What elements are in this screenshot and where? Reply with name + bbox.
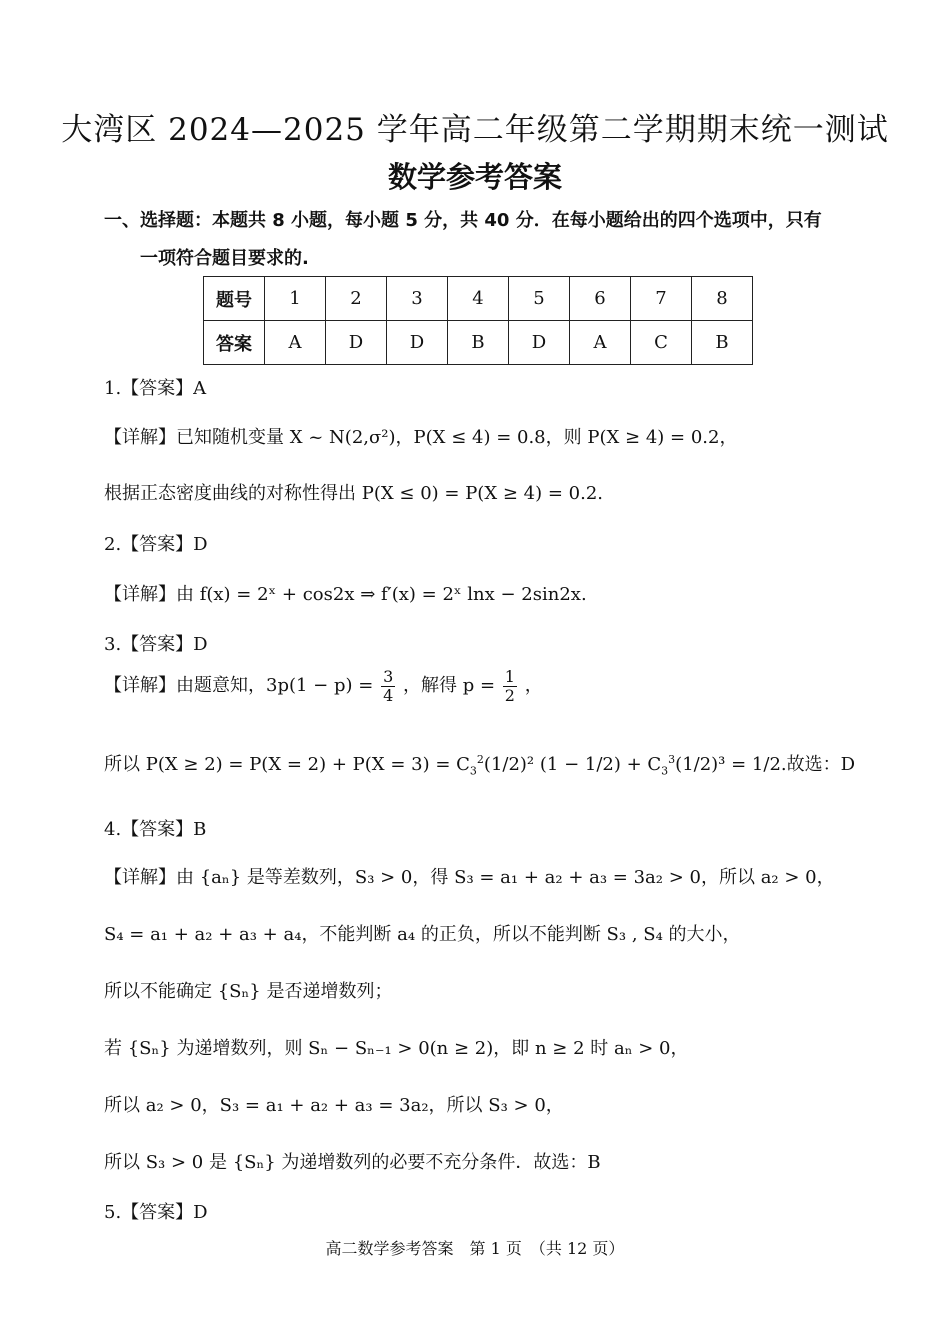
q2-detail: 【详解】由 f(x) = 2ˣ + cos2x ⇒ f′(x) = 2ˣ lnx − 2sin2x. <box>104 584 587 605</box>
q3-detail <box>104 668 543 704</box>
q3-detail-prefix: 【详解】由题意知，3p(1 − p) = <box>104 675 374 697</box>
answer-table-row-answers <box>204 321 753 365</box>
q3-line2: 所以 $P(X \ge 2) = P(X = 2) + P(X = 3) = C_3^2(1/2)^2$ $(1 - 1/2) + C_3^3(1/2)^3 = 1/2$.故选：D <box>104 753 856 778</box>
q4-answer: 4.【答案】B <box>104 819 207 840</box>
row-label-answer: 答案 <box>204 321 265 365</box>
answer-cell: B <box>448 321 509 365</box>
section-heading-line2: 一项符合题目要求的. <box>140 248 309 269</box>
fraction-numerator: 1 <box>504 667 515 686</box>
answer-cell: A <box>570 321 631 365</box>
question-number: 4 <box>448 277 509 321</box>
fraction-numerator: 3 <box>383 667 394 686</box>
fraction <box>381 668 395 704</box>
section-heading-line1: 一、选择题：本题共 8 小题，每小题 5 分，共 40 分．在每小题给出的四个选项中，只有 <box>104 210 822 231</box>
fraction-denominator: 2 <box>504 685 515 705</box>
question-number: 3 <box>387 277 448 321</box>
row-label-question: 题号 <box>204 277 265 321</box>
q4-line5: 所以 a₂ > 0，S₃ = a₁ + a₂ + a₃ = 3a₂，所以 S₃ > 0， <box>104 1095 564 1116</box>
q1-detail-2: 根据正态密度曲线的对称性得出 P(X ≤ 0) = P(X ≥ 4) = 0.2. <box>104 483 604 504</box>
q5-answer: 5.【答案】D <box>104 1202 208 1223</box>
answer-cell: D <box>509 321 570 365</box>
page-title: 大湾区 2024—2025 学年高二年级第二学期期末统一测试 <box>61 112 889 148</box>
page-footer: 高二数学参考答案 第 1 页 （共 12 页） <box>325 1239 625 1258</box>
fraction <box>503 668 517 704</box>
answer-cell: D <box>326 321 387 365</box>
q4-detail: 【详解】由 {aₙ} 是等差数列，S₃ > 0，得 S₃ = a₁ + a₂ + a₃ = 3a₂ > 0，所以 a₂ > 0， <box>104 867 835 888</box>
q3-line2-prefix: 所以 P(X ≥ 2) = P(X = 2) + P(X = 3) = C <box>104 754 470 775</box>
q4-line6: 所以 S₃ > 0 是 {Sₙ} 为递增数列的必要不充分条件．故选：B <box>104 1152 601 1173</box>
question-number: 7 <box>631 277 692 321</box>
q2-answer: 2.【答案】D <box>104 534 208 555</box>
question-number: 2 <box>326 277 387 321</box>
answer-cell: A <box>265 321 326 365</box>
q4-line4: 若 {Sₙ} 为递增数列，则 Sₙ − Sₙ₋₁ > 0(n ≥ 2)，即 n ≥ 2 时 aₙ > 0， <box>104 1038 689 1059</box>
answer-table <box>203 276 753 365</box>
page-subtitle: 数学参考答案 <box>387 160 562 194</box>
question-number: 1 <box>265 277 326 321</box>
question-number: 6 <box>570 277 631 321</box>
q4-line3: 所以不能确定 {Sₙ} 是否递增数列； <box>104 981 393 1002</box>
q3-line2-mid1: (1/2)² (1 − 1/2) + C <box>483 754 662 775</box>
fraction-denominator: 4 <box>383 685 394 705</box>
question-number: 5 <box>509 277 570 321</box>
answer-cell: C <box>631 321 692 365</box>
q3-line2-mid2: (1/2)³ = 1/2 <box>675 754 781 775</box>
q4-line2: S₄ = a₁ + a₂ + a₃ + a₄，不能判断 a₄ 的正负，所以不能判断 S₃ , S₄ 的大小， <box>104 924 741 945</box>
q3-detail-suffix: ， <box>524 675 543 697</box>
q3-answer: 3.【答案】D <box>104 634 208 655</box>
answer-table-row-questions <box>204 277 753 321</box>
q1-detail: 【详解】已知随机变量 X ~ N(2,σ²)，P(X ≤ 4) = 0.8，则 P(X ≥ 4) = 0.2， <box>104 427 738 448</box>
q3-line2-suffix: .故选：D <box>780 754 856 775</box>
q3-detail-mid: ，解得 p = <box>402 675 496 697</box>
answer-cell: D <box>387 321 448 365</box>
q1-answer: 1.【答案】A <box>104 378 207 399</box>
question-number: 8 <box>692 277 753 321</box>
answer-cell: B <box>692 321 753 365</box>
section-heading <box>104 202 864 278</box>
